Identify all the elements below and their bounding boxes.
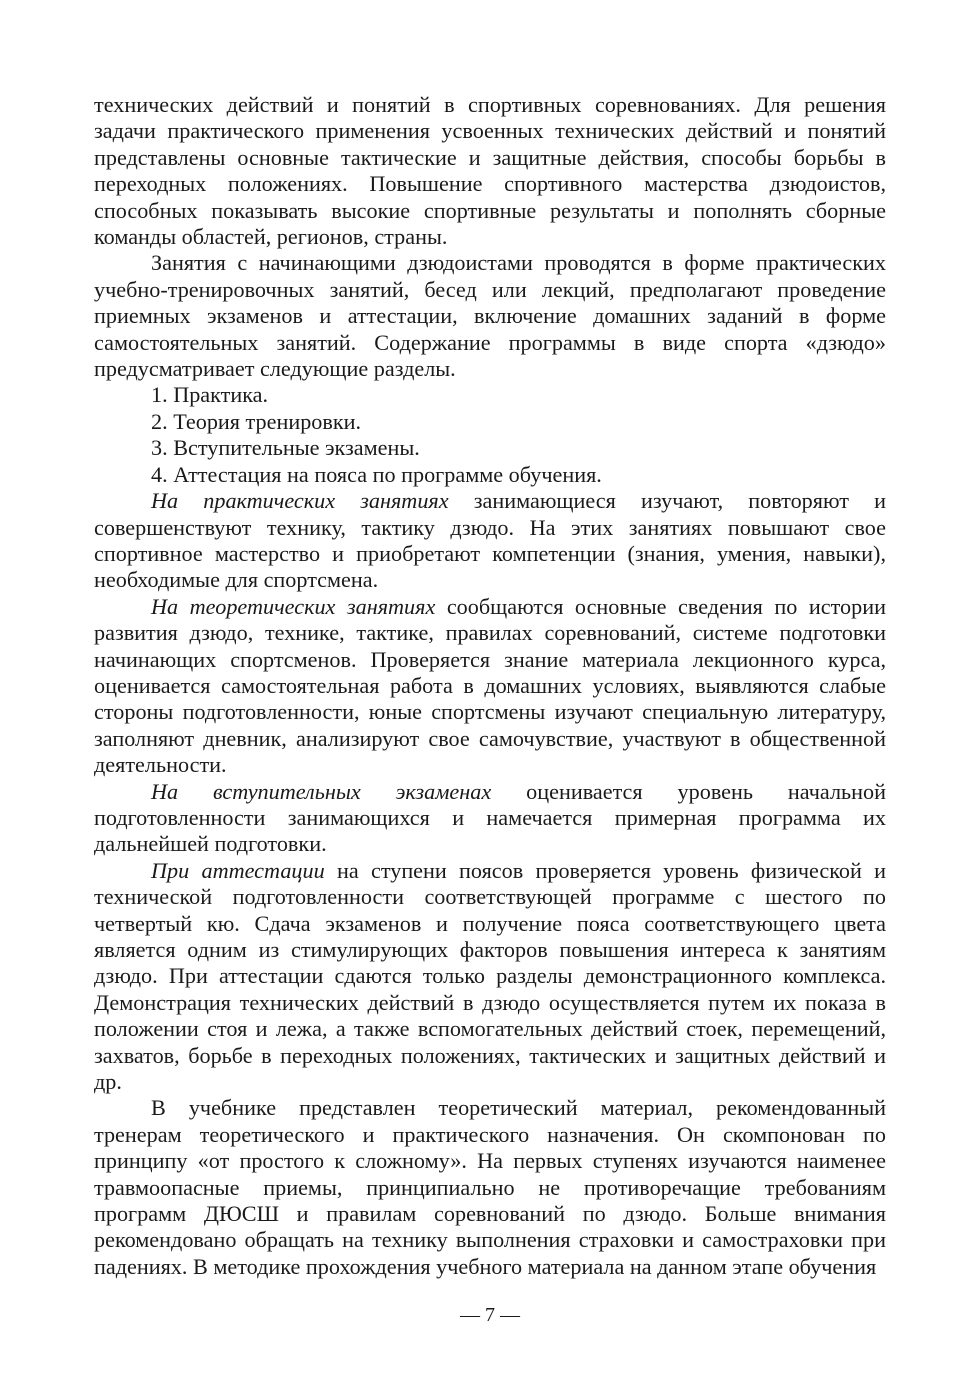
paragraph-practical (94, 488, 886, 594)
paragraph-classes-intro: Занятия с начинающими дзюдоистами проводятся в форме практических учебно-тренировочных занятий, бесед или лекций, предполагают проведение приемных экзаменов и аттестации, включение домашних заданий в форме самостоятельных занятий. Содержание программы в виде спорта «дзюдо» предусматривает следующие разделы. (94, 250, 886, 382)
paragraph-entrance-exams (94, 779, 886, 858)
paragraph-continuation: технических действий и понятий в спортивных соревнованиях. Для решения задачи практического применения усвоенных технических действий и понятий представлены основные тактические и защитные действия, способы борьбы в переходных положениях. Повышение спортивного мастерства дзюдоистов, способных показывать высокие спортивные результаты и пополнять сборные команды областей, регионов, страны. (94, 92, 886, 250)
term-entrance-exams: На вступительных экзаменах (151, 778, 492, 804)
page-number: — 7 — (460, 1304, 520, 1326)
list-item-theory: 2. Теория тренировки. (151, 408, 362, 434)
paragraph-entrance-exams-text: оценивается уровень начальной подготовленности занимающихся и намечается примерная программа их дальнейшей подготовки. (94, 778, 887, 857)
term-theoretical: На теоретических занятиях (151, 593, 436, 619)
paragraph-practical-text: занимающиеся изучают, повторяют и совершенствуют технику, тактику дзюдо. На этих занятиях повышают свое спортивное мастерство и приобретают компетенции (знания, умения, навыки), необходимые для спортсмена. (94, 488, 886, 593)
list-item-entrance-exams: 3. Вступительные экзамены. (151, 435, 420, 461)
list-item-belt-attestation: 4. Аттестация на пояса по программе обучения. (151, 461, 602, 487)
paragraph-textbook: В учебнике представлен теоретический материал, рекомендованный тренерам теоретического и практического назначения. Он скомпонован по принципу «от простого к сложному». На первых ступенях изучаются наименее травмоопасные приемы, принципиально не противоречащие требованиям программ ДЮСШ и правилам соревнований по дзюдо. Больше внимания рекомендовано обращать на технику выполнения страховки и самостраховки при падениях. В методике прохождения учебного материала на данном этапе обучения (94, 1095, 886, 1279)
paragraph-theoretical-text: сообщаются основные сведения по истории развития дзюдо, технике, тактике, правилах соревнований, системе подготовки начинающих спортсменов. Проверяется знание материала лекционного курса, оценивается самостоятельная работа в домашних условиях, выявляются слабые стороны подготовленности, юные спортсмены изучают специальную литературу, заполняют дневник, анализируют свое самочувствие, участвуют в общественной деятельности. (94, 593, 886, 778)
page-body (94, 92, 886, 1280)
term-attestation: При аттестации (151, 857, 325, 883)
term-practical: На практических занятиях (151, 488, 449, 514)
paragraph-theoretical (94, 594, 886, 779)
list-item-practice: 1. Практика. (151, 382, 269, 408)
paragraph-attestation-text: на ступени поясов проверяется уровень физической и технической подготовленности соответствующей программе с шестого по четвертый кю. Сдача экзаменов и получение пояса соответствующего цвета является одним из стимулирующих факторов повышения интереса к занятиям дзюдо. При аттестации сдаются только разделы демонстрационного комплекса. Демонстрация технических действий в дзюдо осуществляется путем их показа в положении стоя и лежа, а также вспомогательных действий стоек, перемещений, захватов, борьбе в переходных положениях, тактических и защитных действий и др. (94, 857, 886, 1095)
paragraph-attestation (94, 858, 886, 1096)
